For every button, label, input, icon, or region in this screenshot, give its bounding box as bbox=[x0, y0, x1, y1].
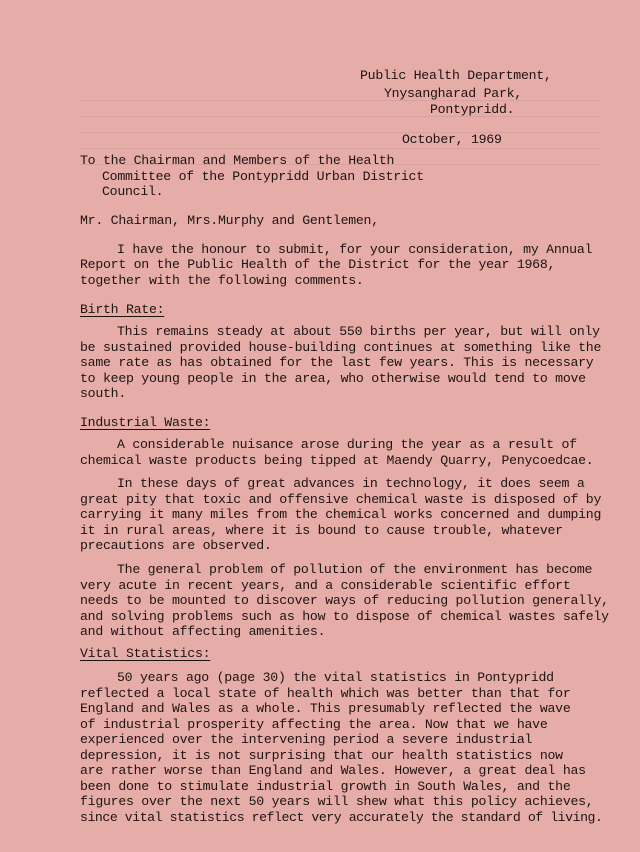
intro-line: I have the honour to submit, for your consideration, my Annual bbox=[117, 242, 593, 257]
industrial-waste-line: and without affecting amenities. bbox=[80, 624, 326, 639]
industrial-waste-line: needs to be mounted to discover ways of reducing pollution generally, bbox=[80, 593, 609, 608]
industrial-waste-line: A considerable nuisance arose during the year as a result of bbox=[117, 437, 577, 452]
vital-statistics-line: England and Wales as a whole. This presumably reflected the wave bbox=[80, 701, 571, 716]
industrial-waste-line: great pity that toxic and offensive chemical waste is disposed of by bbox=[80, 492, 602, 507]
vital-statistics-line: reflected a local state of health which was better than that for bbox=[80, 686, 571, 701]
vital-statistics-line: since vital statistics reflect very accurately the standard of living. bbox=[80, 810, 603, 825]
birth-rate-line: be sustained provided house-building continues at something like the bbox=[80, 340, 602, 355]
birth-rate-line: same rate as has obtained for the last few years. This is necessary bbox=[80, 355, 594, 370]
intro-line: Report on the Public Health of the District for the year 1968, bbox=[80, 257, 556, 272]
vital-statistics-line: are rather worse than England and Wales. However, a great deal has bbox=[80, 763, 586, 778]
industrial-waste-line: and solving problems such as how to dispose of chemical wastes safely bbox=[80, 609, 609, 624]
recipient-line-2: Committee of the Pontypridd Urban District bbox=[102, 169, 424, 184]
industrial-waste-line: chemical waste products being tipped at Maendy Quarry, Penycoedcae. bbox=[80, 453, 594, 468]
vital-statistics-line: experienced over the intervening period a severe industrial bbox=[80, 732, 533, 747]
address-line-2: Ynysangharad Park, bbox=[384, 86, 522, 101]
vital-statistics-line: been done to stimulate industrial growth in South Wales, and the bbox=[80, 779, 571, 794]
vital-statistics-line: figures over the next 50 years will shew what this policy achieves, bbox=[80, 794, 594, 809]
vital-statistics-line: 50 years ago (page 30) the vital statistics in Pontypridd bbox=[117, 670, 554, 685]
salutation: Mr. Chairman, Mrs.Murphy and Gentlemen, bbox=[80, 213, 379, 228]
birth-rate-line: This remains steady at about 550 births per year, but will only bbox=[117, 324, 600, 339]
address-line-3: Pontypridd. bbox=[430, 102, 515, 117]
industrial-waste-heading: Industrial Waste: bbox=[80, 415, 211, 430]
vital-statistics-line: of industrial prosperity affecting the area. Now that we have bbox=[80, 717, 548, 732]
recipient-line-3: Council. bbox=[102, 184, 164, 199]
industrial-waste-line: very acute in recent years, and a considerable scientific effort bbox=[80, 578, 571, 593]
vital-statistics-line: depression, it is not surprising that our health statistics now bbox=[80, 748, 563, 763]
birth-rate-line: to keep young people in the area, who otherwise would tend to move bbox=[80, 371, 586, 386]
industrial-waste-line: carrying it many miles from the chemical works concerned and dumping bbox=[80, 507, 602, 522]
address-line-1: Public Health Department, bbox=[360, 68, 552, 83]
letter-date: October, 1969 bbox=[402, 132, 502, 147]
recipient-line-1: To the Chairman and Members of the Health bbox=[80, 153, 395, 168]
industrial-waste-line: it in rural areas, where it is bound to cause trouble, whatever bbox=[80, 523, 563, 538]
industrial-waste-line: In these days of great advances in technology, it does seem a bbox=[117, 476, 585, 491]
industrial-waste-line: precautions are observed. bbox=[80, 538, 272, 553]
intro-line: together with the following comments. bbox=[80, 273, 364, 288]
birth-rate-line: south. bbox=[80, 386, 126, 401]
industrial-waste-line: The general problem of pollution of the environment has become bbox=[117, 562, 593, 577]
birth-rate-heading: Birth Rate: bbox=[80, 302, 165, 317]
vital-statistics-heading: Vital Statistics: bbox=[80, 646, 211, 661]
